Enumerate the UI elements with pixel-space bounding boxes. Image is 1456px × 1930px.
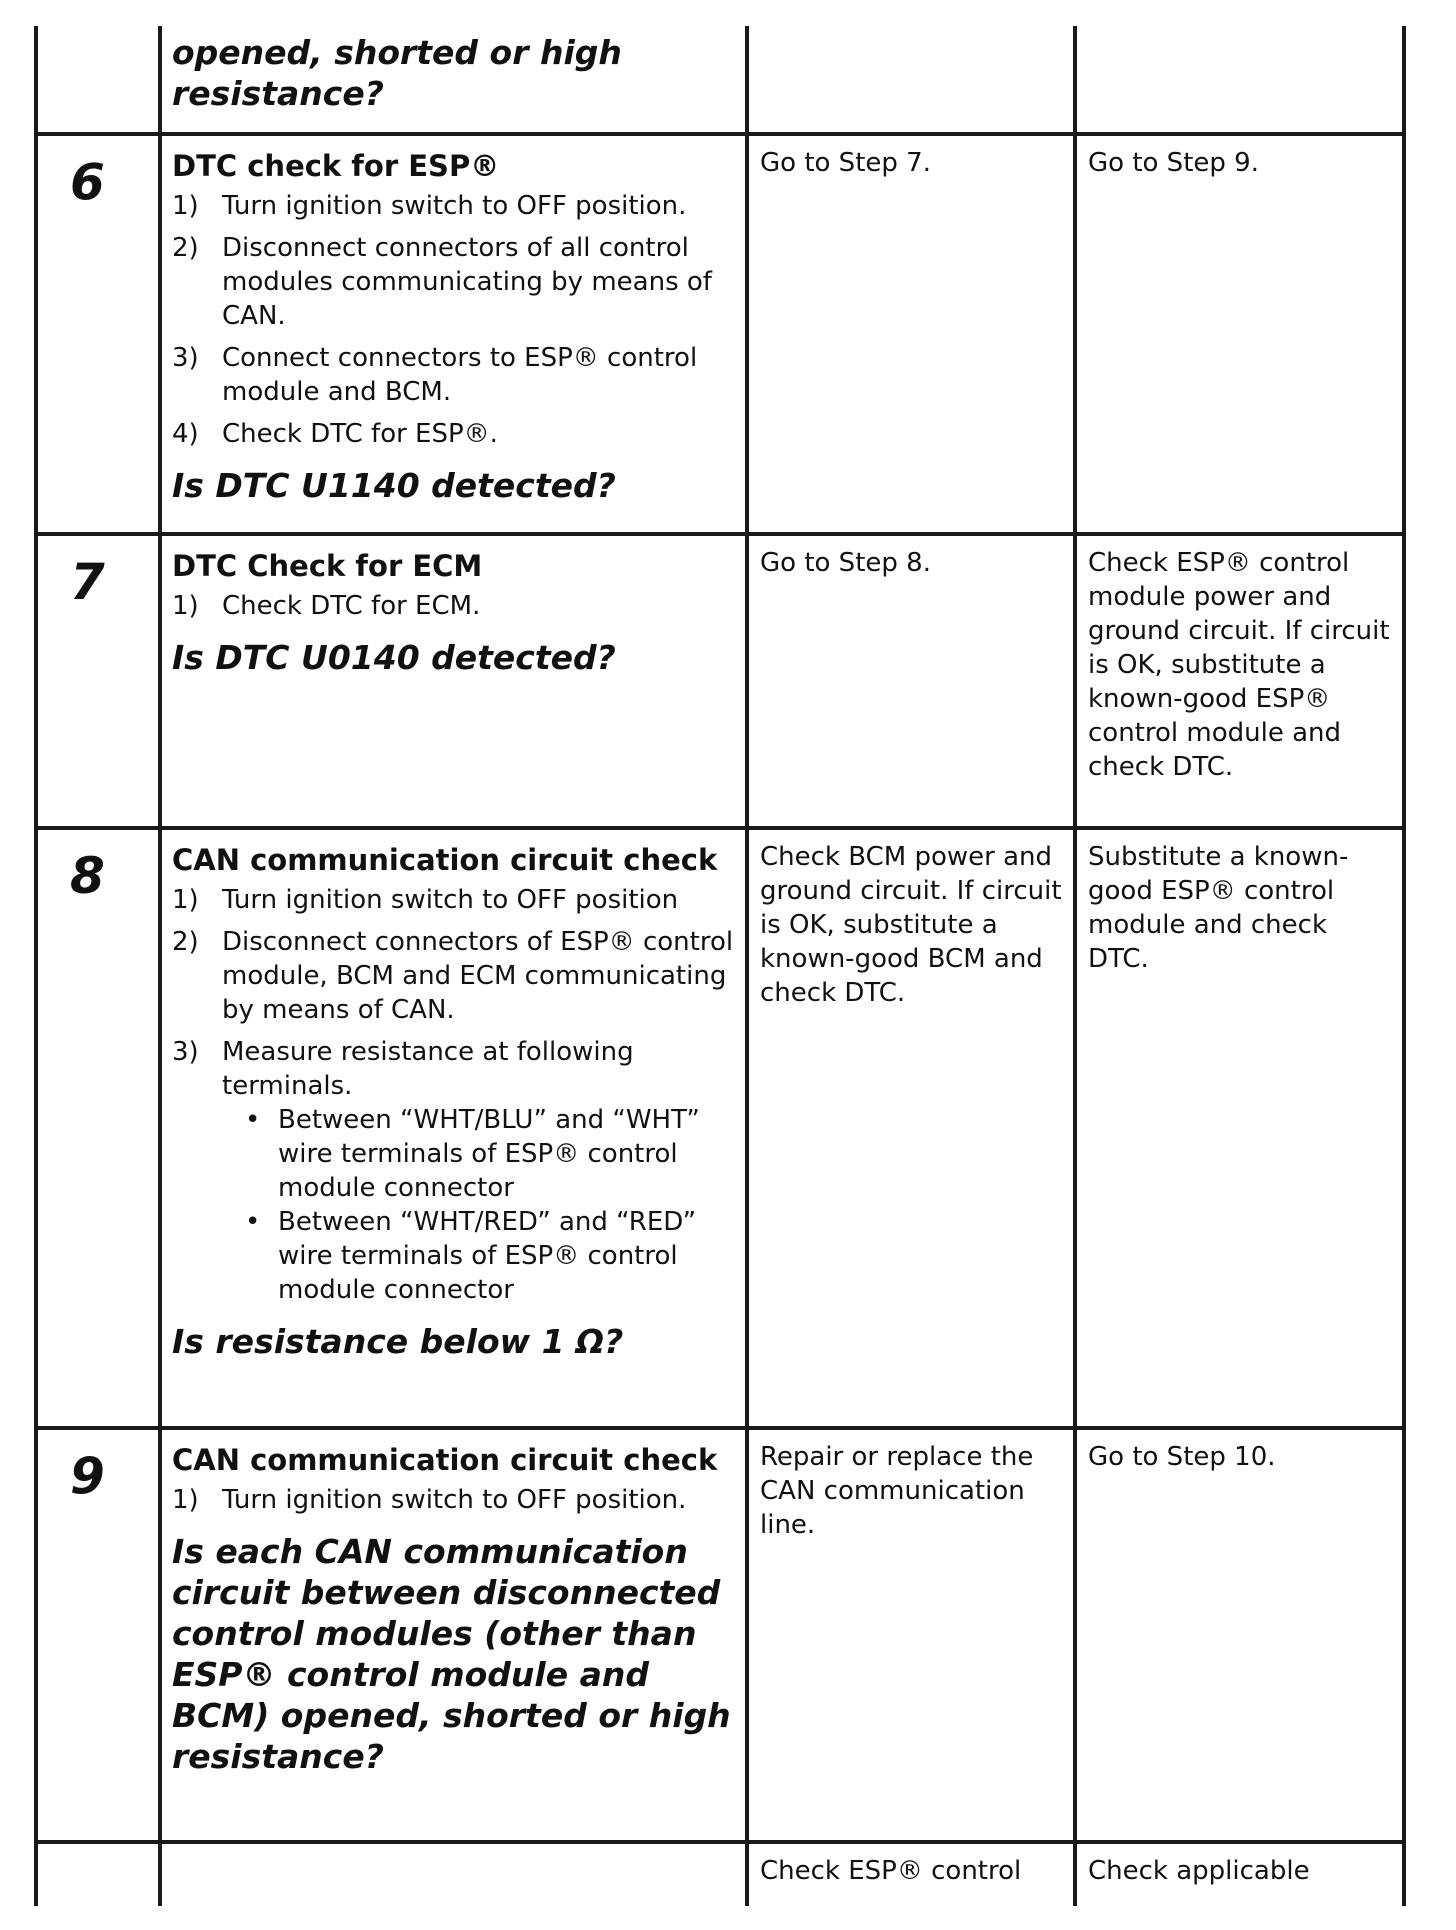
instruction-number: 2) [172, 927, 199, 957]
instruction-item [172, 883, 742, 917]
instruction-number: 1) [172, 191, 199, 221]
instruction-item [172, 341, 742, 409]
instruction-list [172, 589, 742, 623]
step-number: 6 [70, 153, 105, 211]
next-row-yes-result: Check ESP® control [760, 1856, 1022, 1886]
instruction-list [172, 189, 742, 451]
instruction-number: 2) [172, 233, 199, 263]
table-border-right [1402, 26, 1406, 1906]
step-question: Is DTC U0140 detected? [172, 638, 616, 677]
no-result: Substitute a known-good ESP® control module and check DTC. [1088, 842, 1349, 974]
bullet-list [222, 1103, 742, 1307]
bullet-dot-icon: • [245, 1207, 261, 1237]
yes-result: Repair or replace the CAN communication line. [760, 1442, 1034, 1540]
step-action-cell [172, 148, 742, 506]
instruction-text: Turn ignition switch to OFF position. [222, 191, 687, 221]
step-action-cell [172, 1442, 742, 1777]
yes-result: Go to Step 8. [760, 548, 931, 578]
step-title: CAN communication circuit check [172, 1443, 718, 1477]
column-divider-step [158, 26, 162, 1906]
instruction-item [172, 189, 742, 223]
step-number: 8 [70, 847, 105, 905]
row-divider [34, 1840, 1406, 1844]
instruction-item [172, 925, 742, 1027]
instruction-text: Check DTC for ESP®. [222, 419, 498, 449]
bullet-dot-icon: • [245, 1105, 261, 1135]
yes-result: Go to Step 7. [760, 148, 931, 178]
instruction-text: Disconnect connectors of all control modules communicating by means of CAN. [222, 233, 712, 331]
no-result: Go to Step 10. [1088, 1442, 1276, 1472]
instruction-number: 3) [172, 343, 199, 373]
instruction-item [172, 231, 742, 333]
instruction-number: 4) [172, 419, 199, 449]
instruction-text: Turn ignition switch to OFF position [222, 885, 679, 915]
row-divider [34, 1426, 1406, 1430]
column-divider-yes [745, 26, 749, 1906]
row-divider [34, 826, 1406, 830]
bullet-text: Between “WHT/BLU” and “WHT” wire terminals of ESP® control module connector [278, 1105, 700, 1203]
table-border-left [34, 26, 38, 1906]
no-result: Go to Step 9. [1088, 148, 1259, 178]
instruction-number: 1) [172, 1485, 199, 1515]
instruction-item [172, 1035, 742, 1307]
step-question: Is each CAN communication circuit between disconnected control modules (other than ESP® control module and BCM) opened, shorted or high resistance? [172, 1532, 731, 1776]
step-number: 9 [70, 1447, 105, 1505]
step-title: DTC Check for ECM [172, 549, 483, 583]
instruction-item [172, 589, 742, 623]
instruction-list [172, 883, 742, 1307]
step-action-cell [172, 548, 742, 678]
bullet-text: Between “WHT/RED” and “RED” wire terminals of ESP® control module connector [278, 1207, 697, 1305]
instruction-text: Disconnect connectors of ESP® control module, BCM and ECM communicating by means of CAN. [222, 927, 734, 1025]
instruction-text: Turn ignition switch to OFF position. [222, 1485, 687, 1515]
bullet-item [240, 1103, 742, 1205]
yes-result: Check BCM power and ground circuit. If circuit is OK, substitute a known-good BCM and check DTC. [760, 842, 1062, 1008]
instruction-text: Check DTC for ECM. [222, 591, 481, 621]
prev-row-question: opened, shorted or high resistance? [172, 33, 622, 113]
column-divider-no [1073, 26, 1077, 1906]
step-action-cell [172, 842, 742, 1362]
instruction-number: 1) [172, 885, 199, 915]
no-result: Check ESP® control module power and ground circuit. If circuit is OK, substitute a known-good ESP® control module and check DTC. [1088, 548, 1390, 782]
instruction-number: 3) [172, 1037, 199, 1067]
troubleshooting-table [34, 26, 1406, 1906]
step-number: 7 [70, 553, 105, 611]
row-divider [34, 132, 1406, 136]
instruction-text: Connect connectors to ESP® control module and BCM. [222, 343, 698, 407]
step-question: Is resistance below 1 Ω? [172, 1322, 624, 1361]
step-title: DTC check for ESP® [172, 149, 500, 183]
instruction-item [172, 1483, 742, 1517]
prev-row-action-cell [172, 32, 742, 114]
row-divider [34, 532, 1406, 536]
instruction-item [172, 417, 742, 451]
step-question: Is DTC U1140 detected? [172, 466, 616, 505]
instruction-number: 1) [172, 591, 199, 621]
instruction-text: Measure resistance at following terminals. [222, 1037, 634, 1101]
next-row-no-result: Check applicable [1088, 1856, 1310, 1886]
instruction-list [172, 1483, 742, 1517]
bullet-item [240, 1205, 742, 1307]
step-title: CAN communication circuit check [172, 843, 718, 877]
